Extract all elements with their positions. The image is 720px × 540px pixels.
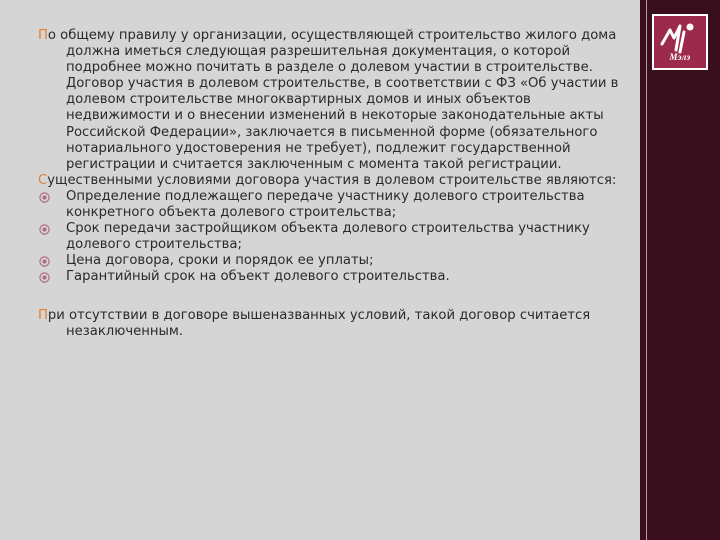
paragraph-conclusion xyxy=(38,308,638,340)
main-text xyxy=(38,28,638,340)
spacer xyxy=(38,286,638,308)
first-letter: С xyxy=(38,172,48,188)
list-item xyxy=(38,221,638,253)
paragraph-text: ущественными условиями договора участия в долевом строительстве являются: xyxy=(47,172,617,188)
sidebar xyxy=(640,0,720,540)
sidebar-divider xyxy=(646,0,647,540)
list-item xyxy=(38,269,638,285)
list-item-text: Определение подлежащего передаче участнику долевого строительства конкретного объекта долевого строительства; xyxy=(66,188,585,221)
paragraph-conditions xyxy=(38,173,638,189)
bullet-icon xyxy=(39,256,50,267)
first-letter: П xyxy=(38,307,48,323)
logo xyxy=(652,14,708,70)
paragraph-text: о общему правилу у организации, осуществляющей строительство жилого дома должна иметься следующая разрешительная документация, о которой подробнее можно почитать в разделе о долевом участии в строительстве. Договор участия в долевом строительстве, в соответствии с ФЗ «Об участии в долевом строительстве многоквартирных домов и иных объектов недвижимости и о внесении изменений в некоторые законодательные акты Российской Федерации», заключается в письменной форме (обязательного нотариального удостоверения не требует), подлежит государственной регистрации и считается заключенным с момента такой регистрации. xyxy=(47,28,619,172)
list-item xyxy=(38,189,638,221)
list-item-text: Гарантийный срок на объект долевого строительства. xyxy=(66,269,450,285)
bullet-icon xyxy=(39,272,50,283)
paragraph-text: ри отсутствии в договоре вышеназванных условий, такой договор считается незаключенным. xyxy=(47,307,591,339)
paragraph-intro xyxy=(38,28,638,173)
list-item-text: Срок передачи застройщиком объекта долевого строительства участнику долевого строительства; xyxy=(66,221,590,253)
bullet-icon xyxy=(39,224,50,235)
list-item xyxy=(38,253,638,269)
first-letter: П xyxy=(38,28,48,43)
bullet-icon xyxy=(39,192,50,203)
list-item-text: Цена договора, сроки и порядок ее уплаты; xyxy=(66,253,374,269)
logo-text: Мэлэ xyxy=(669,52,691,62)
